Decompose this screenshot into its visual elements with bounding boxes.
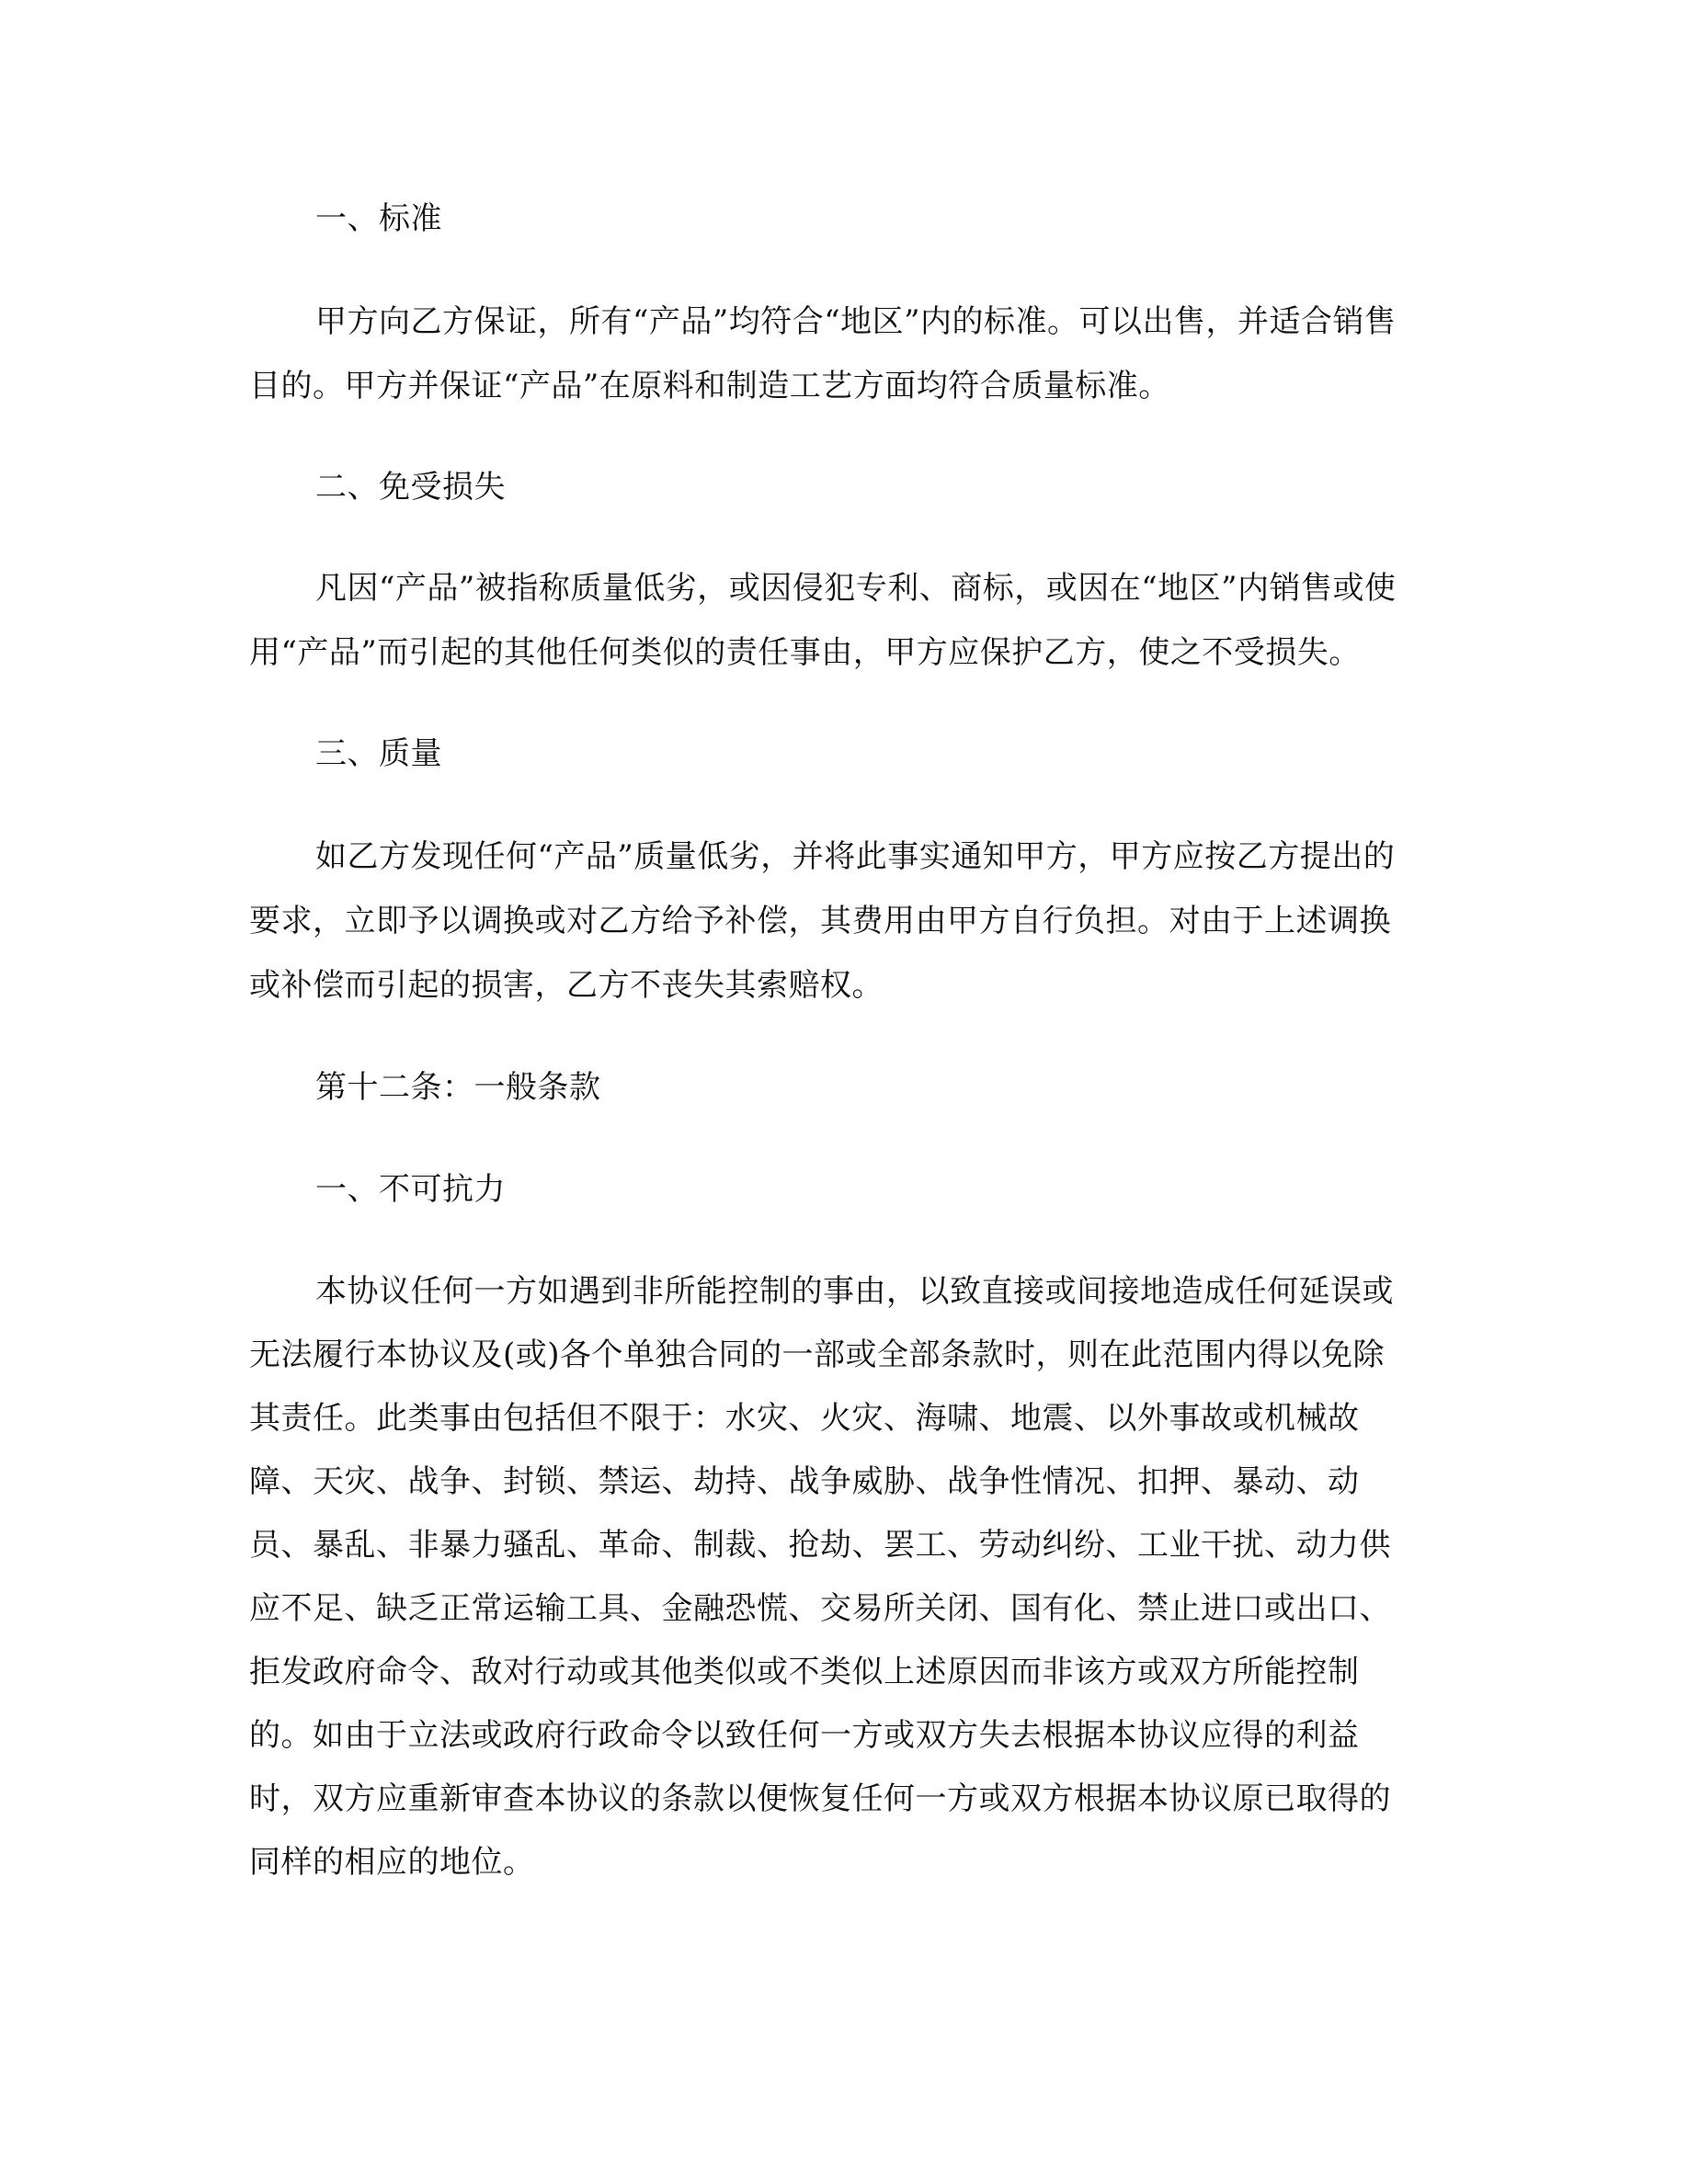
paragraph-line: 用“产品”而引起的其他任何类似的责任事由，甲方应保护乙方，使之不受损失。 bbox=[249, 634, 1361, 671]
paragraph-line: 应不足、缺乏正常运输工具、金融恐慌、交易所关闭、国有化、禁止进口或出口、 bbox=[249, 1590, 1391, 1627]
paragraph-line: 的。如由于立法或政府行政命令以致任何一方或双方失去根据本协议应得的利益 bbox=[249, 1717, 1360, 1754]
paragraph-line: 本协议任何一方如遇到非所能控制的事由，以致直接或间接地造成任何延误或 bbox=[315, 1273, 1394, 1310]
paragraph-line: 甲方向乙方保证，所有“产品”均符合“地区”内的标准。可以出售，并适合销售 bbox=[315, 303, 1397, 340]
article-heading-general-terms: 第十二条：一般条款 bbox=[315, 1069, 601, 1106]
paragraph-line: 无法履行本协议及(或)各个单独合同的一部或全部条款时，则在此范围内得以免除 bbox=[249, 1337, 1386, 1373]
section-heading-force-majeure: 一、不可抗力 bbox=[315, 1171, 506, 1208]
section-heading-no-loss: 二、免受损失 bbox=[315, 469, 506, 506]
paragraph-line: 拒发政府命令、敌对行动或其他类似或不类似上述原因而非该方或双方所能控制 bbox=[249, 1654, 1360, 1690]
paragraph-line: 要求，立即予以调换或对乙方给予补偿，其费用由甲方自行负担。对由于上述调换 bbox=[249, 903, 1391, 939]
paragraph-line: 如乙方发现任何“产品”质量低劣，并将此事实通知甲方，甲方应按乙方提出的 bbox=[315, 838, 1396, 875]
paragraph-line: 障、天灾、战争、封锁、禁运、劫持、战争威胁、战争性情况、扣押、暴动、动 bbox=[249, 1463, 1360, 1500]
paragraph-line: 目的。甲方并保证“产品”在原料和制造工艺方面均符合质量标准。 bbox=[249, 368, 1170, 404]
paragraph-line: 其责任。此类事由包括但不限于：水灾、火灾、海啸、地震、以外事故或机械故 bbox=[249, 1400, 1360, 1437]
paragraph-line: 凡因“产品”被指称质量低劣，或因侵犯专利、商标，或因在“地区”内销售或使 bbox=[315, 570, 1397, 607]
paragraph-line: 员、暴乱、非暴力骚乱、革命、制裁、抢劫、罢工、劳动纠纷、工业干扰、动力供 bbox=[249, 1527, 1391, 1564]
section-heading-quality: 三、质量 bbox=[315, 735, 442, 772]
paragraph-line: 或补偿而引起的损害，乙方不丧失其索赔权。 bbox=[249, 967, 884, 1004]
paragraph-line: 同样的相应的地位。 bbox=[249, 1844, 535, 1881]
paragraph-line: 时，双方应重新审查本协议的条款以便恢复任何一方或双方根据本协议原已取得的 bbox=[249, 1780, 1391, 1817]
section-heading-standard: 一、标准 bbox=[315, 200, 442, 237]
